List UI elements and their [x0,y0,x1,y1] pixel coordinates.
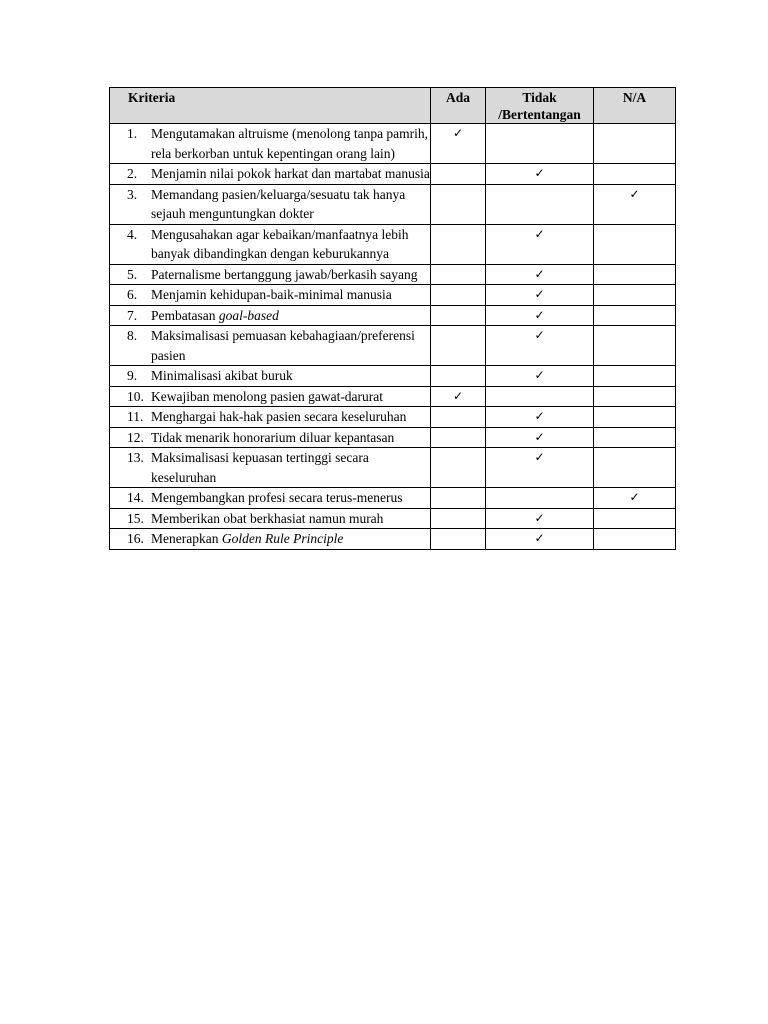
cell-na [594,184,676,224]
cell-tidak [486,164,594,185]
criteria-cell [110,407,431,428]
checkmark-icon: ✓ [629,186,640,201]
item-text: Menjamin nilai pokok harkat dan martabat manusia [151,166,430,181]
item-text-italic: Golden Rule Principle [221,531,344,546]
criteria-cell [110,184,431,224]
criteria-cell [110,326,431,366]
criteria-item [110,164,430,184]
criteria-item [110,285,430,305]
item-text: Pembatasan [151,307,219,323]
item-text: Tidak menarik honorarium diluar kepantasan [151,429,395,445]
criteria-item [110,225,430,264]
checkmark-icon: ✓ [534,307,545,322]
criteria-cell [110,305,431,326]
cell-tidak [486,224,594,264]
cell-ada [431,264,486,285]
cell-na [594,508,676,529]
table-row [110,164,676,185]
checkmark-icon: ✓ [534,510,545,525]
item-number: 13. [127,450,144,465]
cell-tidak [486,508,594,529]
checkmark-icon: ✓ [534,166,545,180]
item-text: Paternalisme bertanggung jawab/berkasih sayang [151,266,418,282]
header-tidak-line2: /Bertentangan [498,107,581,122]
table-row [110,326,676,366]
item-number: 5. [127,266,138,282]
item-number: 15. [127,510,144,526]
item-number: 14. [127,490,144,505]
cell-tidak [486,305,594,326]
cell-ada [431,386,486,407]
table-header-row [110,88,676,124]
cell-tidak [486,386,594,407]
cell-na [594,264,676,285]
criteria-cell [110,366,431,387]
table-row [110,407,676,428]
cell-ada [431,508,486,529]
criteria-cell [110,224,431,264]
item-number: 16. [127,531,144,546]
item-text: Kewajiban menolong pasien gawat-darurat [151,388,384,404]
cell-tidak [486,427,594,448]
checkmark-icon: ✓ [534,531,545,545]
cell-tidak [486,448,594,488]
item-number: 2. [127,166,138,181]
criteria-item [110,428,430,448]
criteria-item [110,448,430,487]
cell-ada [431,326,486,366]
cell-ada [431,184,486,224]
item-number: 12. [127,429,144,445]
item-number: 8. [127,328,138,343]
item-text: Mengutamakan altruisme (menolong tanpa pamrih, rela berkorban untuk kepentingan orang lain) [151,126,429,161]
checkmark-icon: ✓ [629,490,640,504]
header-ada: Ada [431,88,486,124]
item-text: Menghargai hak-hak pasien secara keseluruhan [151,409,407,424]
cell-ada [431,224,486,264]
criteria-item [110,185,430,224]
criteria-item [110,488,430,508]
header-kriteria: Kriteria [110,88,431,124]
cell-tidak [486,488,594,509]
table-body [110,124,676,550]
criteria-item [110,326,430,365]
criteria-cell [110,508,431,529]
criteria-item [110,306,430,326]
table-row [110,305,676,326]
cell-tidak [486,264,594,285]
criteria-cell [110,164,431,185]
header-tidak-line1: Tidak [522,90,557,105]
criteria-cell [110,529,431,550]
cell-na [594,407,676,428]
criteria-item [110,529,430,549]
table-row [110,386,676,407]
cell-tidak [486,326,594,366]
cell-na [594,448,676,488]
cell-na [594,427,676,448]
checkmark-icon: ✓ [534,287,545,301]
item-number: 9. [127,368,138,383]
criteria-cell [110,427,431,448]
header-na: N/A [594,88,676,124]
item-number: 4. [127,226,138,242]
item-number: 6. [127,287,138,302]
criteria-cell [110,448,431,488]
table-row [110,448,676,488]
cell-tidak [486,407,594,428]
criteria-cell [110,264,431,285]
criteria-cell [110,386,431,407]
table-row [110,366,676,387]
cell-tidak [486,184,594,224]
checkmark-icon: ✓ [534,226,545,241]
table-row [110,124,676,164]
cell-ada [431,448,486,488]
cell-na [594,285,676,306]
criteria-cell [110,124,431,164]
cell-na [594,305,676,326]
checkmark-icon: ✓ [534,450,545,464]
cell-tidak [486,529,594,550]
item-text-italic: goal-based [218,307,279,323]
criteria-item [110,265,430,285]
criteria-cell [110,488,431,509]
table-row [110,224,676,264]
checkmark-icon: ✓ [452,126,464,140]
cell-ada [431,488,486,509]
cell-ada [431,427,486,448]
cell-na [594,529,676,550]
item-text: Maksimalisasi kepuasan tertinggi secara keseluruhan [151,450,369,485]
item-text: Minimalisasi akibat buruk [151,368,293,383]
item-number: 3. [127,186,138,202]
cell-na [594,124,676,164]
item-number: 7. [127,307,138,323]
cell-na [594,326,676,366]
cell-na [594,386,676,407]
item-text: Maksimalisasi pemuasan kebahagiaan/preferensi pasien [151,328,415,363]
item-number: 1. [127,126,138,141]
cell-na [594,164,676,185]
criteria-item [110,124,430,163]
cell-na [594,366,676,387]
cell-tidak [486,124,594,164]
cell-ada [431,124,486,164]
table-row [110,488,676,509]
table-row [110,285,676,306]
table-row [110,529,676,550]
header-tidak [486,88,594,124]
cell-ada [431,407,486,428]
checkmark-icon: ✓ [534,429,545,444]
criteria-item [110,387,430,407]
criteria-table [109,87,676,550]
item-text: Mengusahakan agar kebaikan/manfaatnya lebih banyak dibandingkan dengan keburukannya [151,226,409,261]
table-row [110,184,676,224]
checkmark-icon: ✓ [534,266,545,281]
table-row [110,264,676,285]
checkmark-icon: ✓ [534,368,545,382]
item-text: Menjamin kehidupan-baik-minimal manusia [151,287,392,302]
cell-na [594,224,676,264]
item-text: Menerapkan [151,531,222,546]
cell-tidak [486,285,594,306]
criteria-item [110,366,430,386]
table-row [110,427,676,448]
criteria-cell [110,285,431,306]
cell-ada [431,164,486,185]
criteria-item [110,407,430,427]
item-text: Mengembangkan profesi secara terus-menerus [151,490,403,505]
cell-ada [431,285,486,306]
checkmark-icon: ✓ [534,328,545,342]
cell-na [594,488,676,509]
cell-tidak [486,366,594,387]
cell-ada [431,305,486,326]
item-number: 10. [127,388,144,404]
item-text: Memberikan obat berkhasiat namun murah [151,510,384,526]
item-text: Memandang pasien/keluarga/sesuatu tak hanya sejauh menguntungkan dokter [151,186,406,221]
cell-ada [431,529,486,550]
item-number: 11. [127,409,144,424]
checkmark-icon: ✓ [452,388,464,403]
table-row [110,508,676,529]
cell-ada [431,366,486,387]
criteria-item [110,509,430,529]
checkmark-icon: ✓ [534,409,545,423]
